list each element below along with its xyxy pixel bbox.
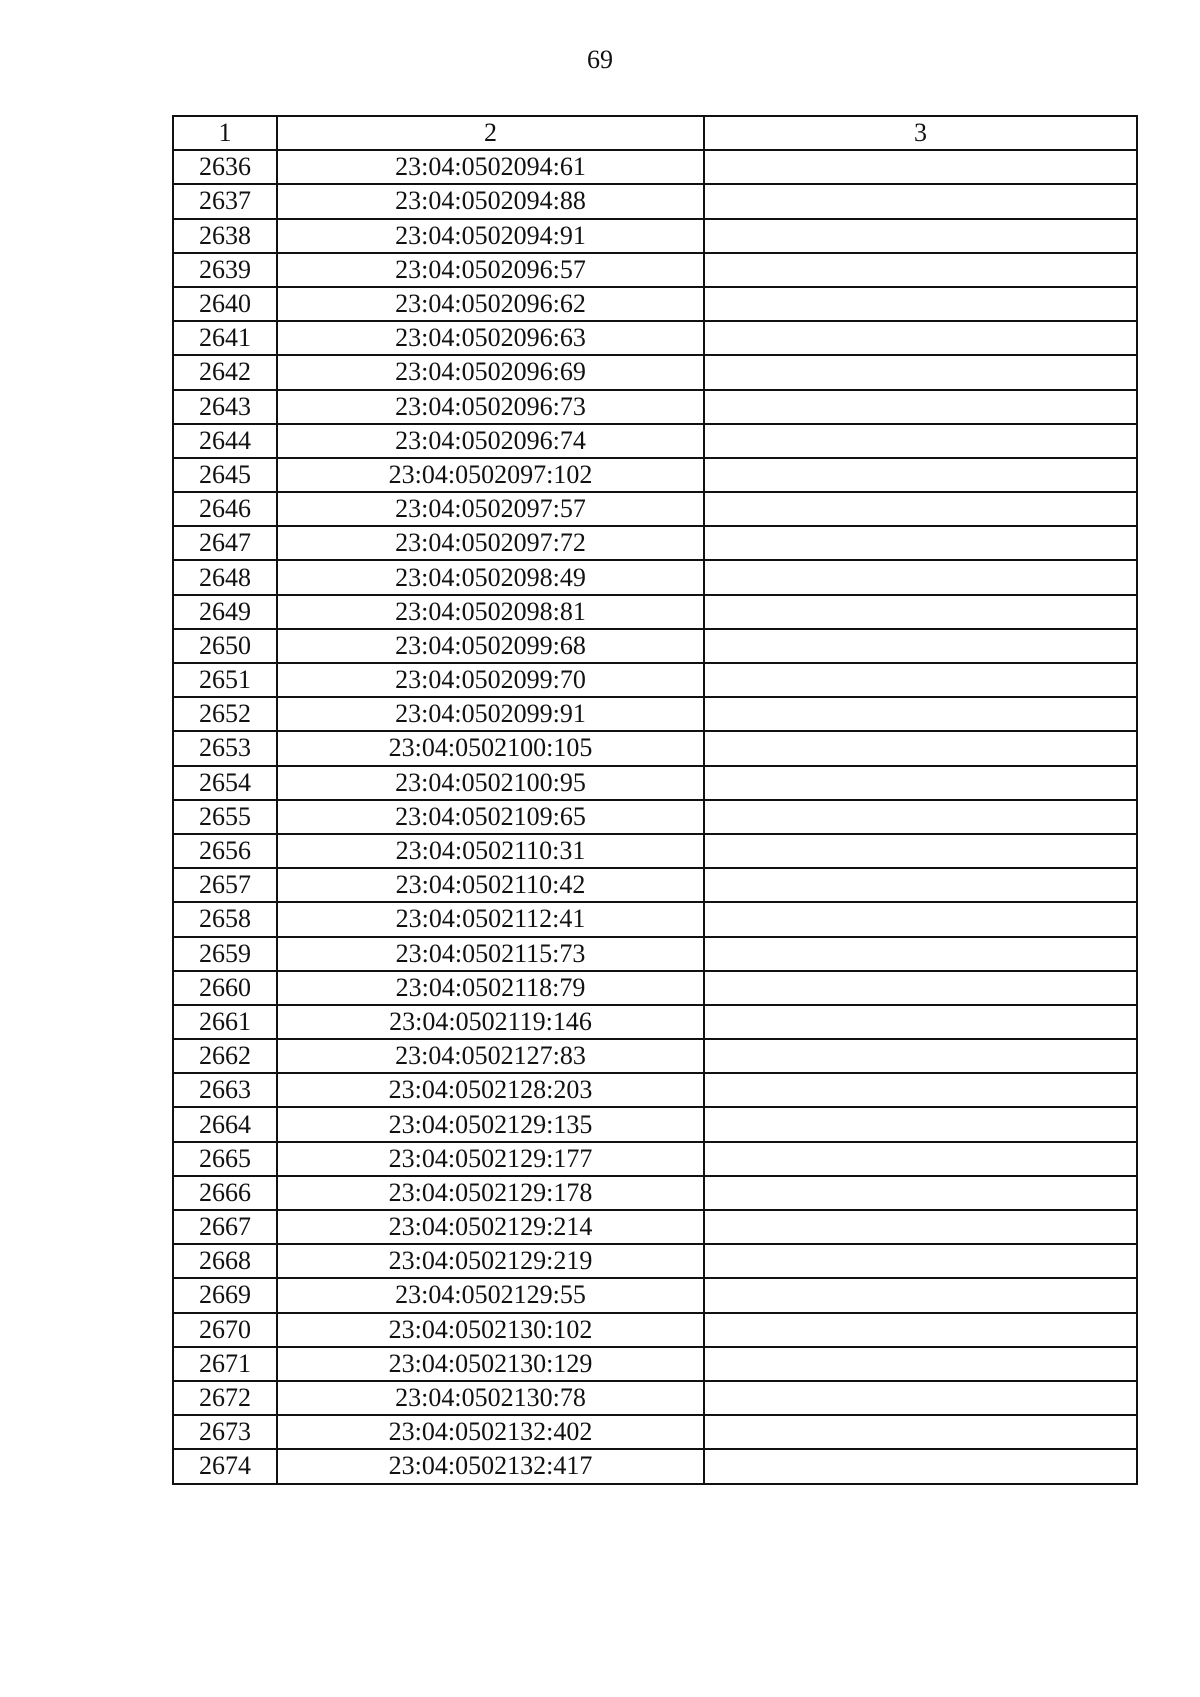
row-number-cell: 2658 <box>173 902 277 936</box>
row-number-cell: 2659 <box>173 937 277 971</box>
notes-cell <box>704 766 1137 800</box>
row-number-cell: 2664 <box>173 1107 277 1141</box>
cadastral-number-cell: 23:04:0502094:91 <box>277 219 704 253</box>
row-number-cell: 2668 <box>173 1244 277 1278</box>
cadastral-table <box>172 115 1138 1485</box>
cadastral-number-cell: 23:04:0502096:57 <box>277 253 704 287</box>
table-row <box>173 937 1137 971</box>
row-number-cell: 2661 <box>173 1005 277 1039</box>
column-header-3: 3 <box>704 116 1137 150</box>
table-row <box>173 492 1137 526</box>
notes-cell <box>704 937 1137 971</box>
table-row <box>173 731 1137 765</box>
row-number-cell: 2637 <box>173 184 277 218</box>
table-row <box>173 1176 1137 1210</box>
cadastral-number-cell: 23:04:0502096:74 <box>277 424 704 458</box>
notes-cell <box>704 287 1137 321</box>
notes-cell <box>704 492 1137 526</box>
notes-cell <box>704 1107 1137 1141</box>
notes-cell <box>704 184 1137 218</box>
cadastral-number-cell: 23:04:0502115:73 <box>277 937 704 971</box>
row-number-cell: 2642 <box>173 355 277 389</box>
page-number: 69 <box>587 45 613 74</box>
cadastral-number-cell: 23:04:0502094:61 <box>277 150 704 184</box>
row-number-cell: 2669 <box>173 1278 277 1312</box>
notes-cell <box>704 219 1137 253</box>
cadastral-number-cell: 23:04:0502129:219 <box>277 1244 704 1278</box>
notes-cell <box>704 526 1137 560</box>
table-row <box>173 150 1137 184</box>
table-row <box>173 1278 1137 1312</box>
notes-cell <box>704 1347 1137 1381</box>
notes-cell <box>704 1313 1137 1347</box>
notes-cell <box>704 150 1137 184</box>
row-number-cell: 2651 <box>173 663 277 697</box>
notes-cell <box>704 1244 1137 1278</box>
notes-cell <box>704 1210 1137 1244</box>
table-row <box>173 526 1137 560</box>
row-number-cell: 2647 <box>173 526 277 560</box>
row-number-cell: 2665 <box>173 1142 277 1176</box>
cadastral-number-cell: 23:04:0502098:81 <box>277 595 704 629</box>
notes-cell <box>704 629 1137 663</box>
table-row <box>173 629 1137 663</box>
notes-cell <box>704 1176 1137 1210</box>
row-number-cell: 2660 <box>173 971 277 1005</box>
table-row <box>173 1244 1137 1278</box>
notes-cell <box>704 1278 1137 1312</box>
notes-cell <box>704 800 1137 834</box>
cadastral-number-cell: 23:04:0502099:70 <box>277 663 704 697</box>
table-row <box>173 663 1137 697</box>
notes-cell <box>704 1381 1137 1415</box>
row-number-cell: 2643 <box>173 390 277 424</box>
table-row <box>173 1449 1137 1483</box>
notes-cell <box>704 1142 1137 1176</box>
cadastral-number-cell: 23:04:0502097:102 <box>277 458 704 492</box>
row-number-cell: 2670 <box>173 1313 277 1347</box>
row-number-cell: 2655 <box>173 800 277 834</box>
row-number-cell: 2657 <box>173 868 277 902</box>
table-row <box>173 184 1137 218</box>
row-number-cell: 2656 <box>173 834 277 868</box>
table-row <box>173 219 1137 253</box>
table-row <box>173 1347 1137 1381</box>
table-body <box>173 150 1137 1483</box>
table-row <box>173 595 1137 629</box>
notes-cell <box>704 1415 1137 1449</box>
cadastral-number-cell: 23:04:0502100:105 <box>277 731 704 765</box>
table-row <box>173 834 1137 868</box>
cadastral-number-cell: 23:04:0502130:102 <box>277 1313 704 1347</box>
cadastral-number-cell: 23:04:0502132:417 <box>277 1449 704 1483</box>
notes-cell <box>704 1073 1137 1107</box>
notes-cell <box>704 902 1137 936</box>
cadastral-number-cell: 23:04:0502119:146 <box>277 1005 704 1039</box>
notes-cell <box>704 971 1137 1005</box>
notes-cell <box>704 560 1137 594</box>
row-number-cell: 2638 <box>173 219 277 253</box>
cadastral-number-cell: 23:04:0502130:78 <box>277 1381 704 1415</box>
table-row <box>173 1005 1137 1039</box>
row-number-cell: 2640 <box>173 287 277 321</box>
cadastral-number-cell: 23:04:0502129:55 <box>277 1278 704 1312</box>
cadastral-number-cell: 23:04:0502097:57 <box>277 492 704 526</box>
cadastral-number-cell: 23:04:0502100:95 <box>277 766 704 800</box>
row-number-cell: 2650 <box>173 629 277 663</box>
cadastral-number-cell: 23:04:0502129:177 <box>277 1142 704 1176</box>
cadastral-number-cell: 23:04:0502128:203 <box>277 1073 704 1107</box>
cadastral-number-cell: 23:04:0502130:129 <box>277 1347 704 1381</box>
table-row <box>173 1073 1137 1107</box>
cadastral-number-cell: 23:04:0502110:31 <box>277 834 704 868</box>
row-number-cell: 2674 <box>173 1449 277 1483</box>
cadastral-number-cell: 23:04:0502132:402 <box>277 1415 704 1449</box>
cadastral-number-cell: 23:04:0502099:91 <box>277 697 704 731</box>
table-row <box>173 253 1137 287</box>
row-number-cell: 2641 <box>173 321 277 355</box>
table-row <box>173 1039 1137 1073</box>
notes-cell <box>704 595 1137 629</box>
row-number-cell: 2653 <box>173 731 277 765</box>
table-row <box>173 424 1137 458</box>
table-row <box>173 971 1137 1005</box>
row-number-cell: 2666 <box>173 1176 277 1210</box>
table-row <box>173 458 1137 492</box>
row-number-cell: 2673 <box>173 1415 277 1449</box>
table-row <box>173 1210 1137 1244</box>
row-number-cell: 2671 <box>173 1347 277 1381</box>
row-number-cell: 2672 <box>173 1381 277 1415</box>
notes-cell <box>704 1005 1137 1039</box>
table-row <box>173 1142 1137 1176</box>
cadastral-number-cell: 23:04:0502096:63 <box>277 321 704 355</box>
column-header-1: 1 <box>173 116 277 150</box>
notes-cell <box>704 697 1137 731</box>
table-row <box>173 390 1137 424</box>
cadastral-number-cell: 23:04:0502118:79 <box>277 971 704 1005</box>
row-number-cell: 2639 <box>173 253 277 287</box>
table-row <box>173 560 1137 594</box>
notes-cell <box>704 834 1137 868</box>
cadastral-number-cell: 23:04:0502096:73 <box>277 390 704 424</box>
notes-cell <box>704 663 1137 697</box>
row-number-cell: 2654 <box>173 766 277 800</box>
row-number-cell: 2645 <box>173 458 277 492</box>
table-header-row <box>173 116 1137 150</box>
cadastral-number-cell: 23:04:0502096:69 <box>277 355 704 389</box>
notes-cell <box>704 731 1137 765</box>
cadastral-number-cell: 23:04:0502129:178 <box>277 1176 704 1210</box>
notes-cell <box>704 1039 1137 1073</box>
notes-cell <box>704 355 1137 389</box>
row-number-cell: 2652 <box>173 697 277 731</box>
cadastral-number-cell: 23:04:0502109:65 <box>277 800 704 834</box>
notes-cell <box>704 253 1137 287</box>
row-number-cell: 2636 <box>173 150 277 184</box>
cadastral-number-cell: 23:04:0502098:49 <box>277 560 704 594</box>
table-row <box>173 355 1137 389</box>
row-number-cell: 2667 <box>173 1210 277 1244</box>
notes-cell <box>704 390 1137 424</box>
notes-cell <box>704 458 1137 492</box>
cadastral-number-cell: 23:04:0502097:72 <box>277 526 704 560</box>
row-number-cell: 2648 <box>173 560 277 594</box>
cadastral-number-cell: 23:04:0502112:41 <box>277 902 704 936</box>
table-row <box>173 766 1137 800</box>
table-row <box>173 1107 1137 1141</box>
table-row <box>173 1415 1137 1449</box>
row-number-cell: 2644 <box>173 424 277 458</box>
notes-cell <box>704 868 1137 902</box>
row-number-cell: 2646 <box>173 492 277 526</box>
table-row <box>173 902 1137 936</box>
table-row <box>173 697 1137 731</box>
cadastral-number-cell: 23:04:0502110:42 <box>277 868 704 902</box>
column-header-2: 2 <box>277 116 704 150</box>
cadastral-number-cell: 23:04:0502129:135 <box>277 1107 704 1141</box>
row-number-cell: 2662 <box>173 1039 277 1073</box>
cadastral-number-cell: 23:04:0502127:83 <box>277 1039 704 1073</box>
cadastral-number-cell: 23:04:0502099:68 <box>277 629 704 663</box>
notes-cell <box>704 424 1137 458</box>
table-row <box>173 868 1137 902</box>
notes-cell <box>704 1449 1137 1483</box>
table-row <box>173 800 1137 834</box>
cadastral-number-cell: 23:04:0502096:62 <box>277 287 704 321</box>
row-number-cell: 2649 <box>173 595 277 629</box>
cadastral-number-cell: 23:04:0502094:88 <box>277 184 704 218</box>
notes-cell <box>704 321 1137 355</box>
cadastral-number-cell: 23:04:0502129:214 <box>277 1210 704 1244</box>
table-row <box>173 321 1137 355</box>
table-row <box>173 1313 1137 1347</box>
table-row <box>173 287 1137 321</box>
row-number-cell: 2663 <box>173 1073 277 1107</box>
table-row <box>173 1381 1137 1415</box>
